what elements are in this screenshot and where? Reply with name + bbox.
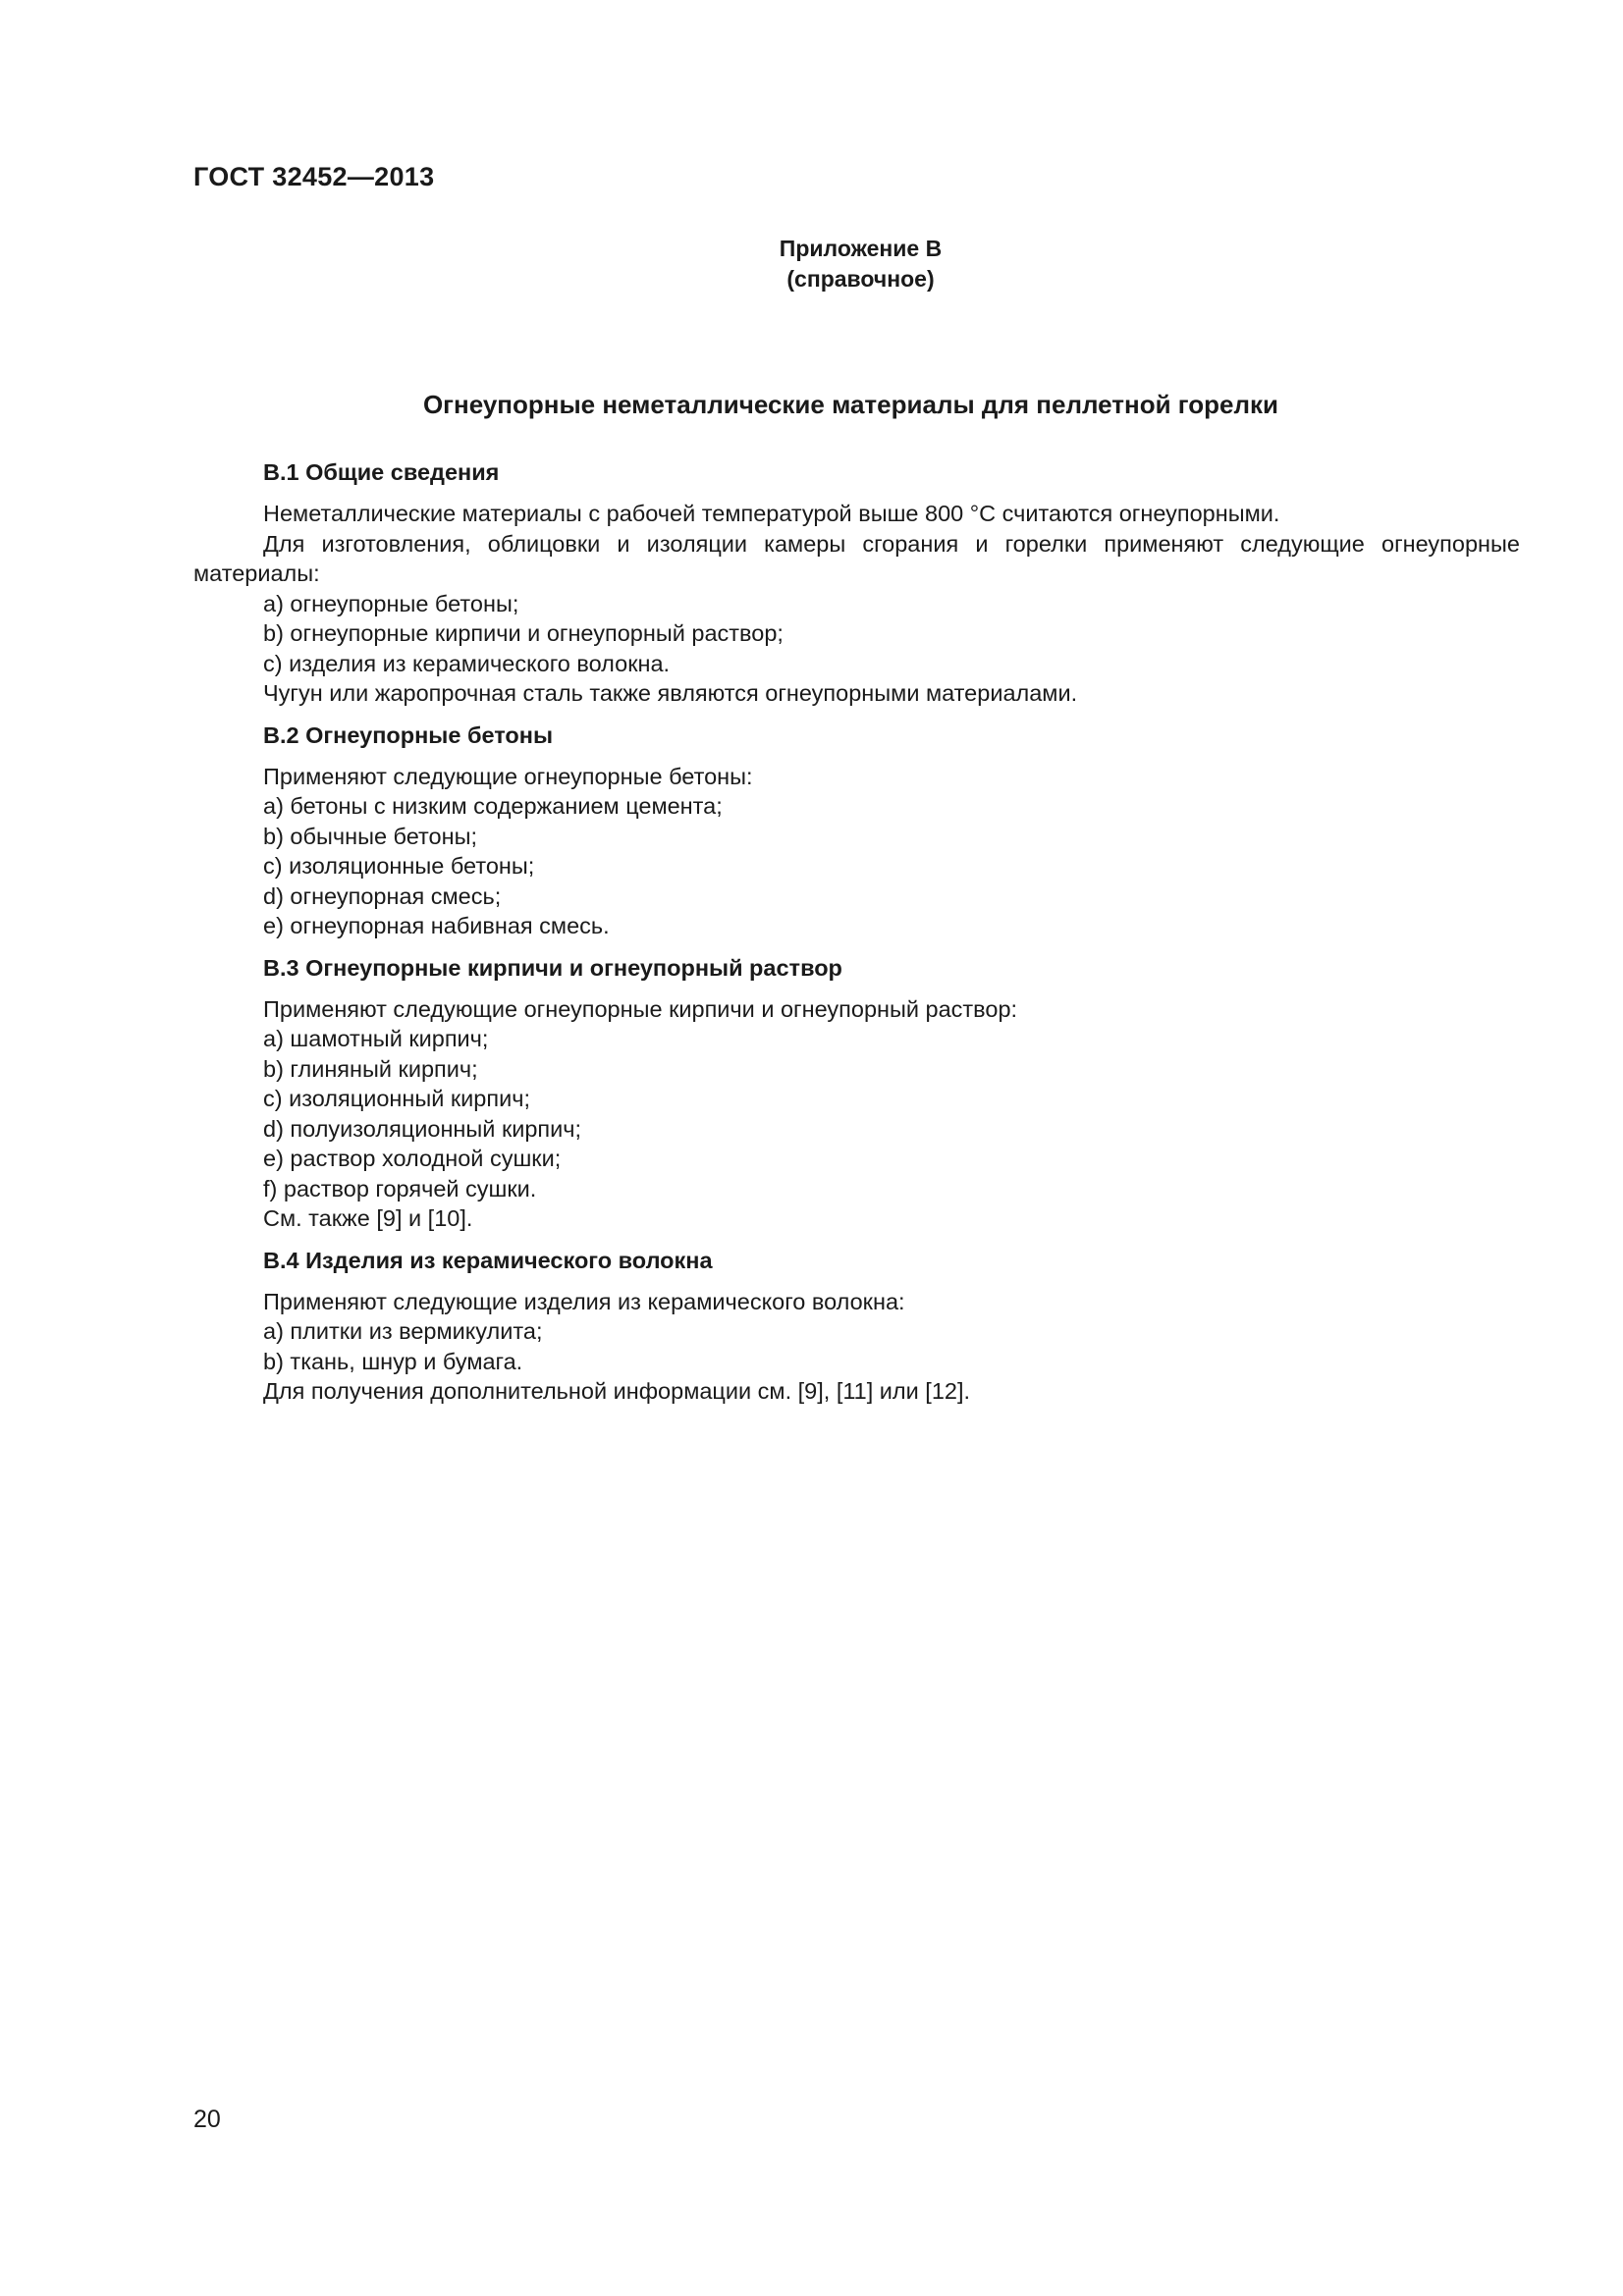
section-b2 bbox=[193, 721, 1520, 941]
list-item: b) глиняный кирпич; bbox=[263, 1055, 478, 1082]
section-heading: В.3 Огнеупорные кирпичи и огнеупорный раствор bbox=[263, 954, 842, 981]
appendix-title: Приложение В bbox=[779, 236, 943, 261]
document-body bbox=[193, 457, 1520, 1407]
list-item: c) изоляционный кирпич; bbox=[263, 1086, 530, 1111]
page-number: 20 bbox=[193, 2106, 221, 2133]
section-heading: В.1 Общие сведения bbox=[263, 459, 500, 485]
paragraph: Применяют следующие изделия из керамического волокна: bbox=[263, 1288, 905, 1314]
section-b1 bbox=[193, 457, 1520, 709]
list-item: a) огнеупорные бетоны; bbox=[263, 590, 519, 616]
list-item: b) ткань, шнур и бумага. bbox=[263, 1348, 523, 1374]
list-item: e) огнеупорная набивная смесь. bbox=[263, 913, 610, 938]
paragraph: Применяют следующие огнеупорные бетоны: bbox=[263, 763, 753, 789]
document-code: ГОСТ 32452—2013 bbox=[193, 162, 435, 191]
list-item: b) обычные бетоны; bbox=[263, 823, 478, 849]
paragraph: Чугун или жаропрочная сталь также являются огнеупорными материалами. bbox=[263, 680, 1078, 706]
list-item: d) огнеупорная смесь; bbox=[263, 882, 502, 909]
section-b4 bbox=[193, 1246, 1520, 1407]
list-item: e) раствор холодной сушки; bbox=[263, 1146, 562, 1171]
list-item: a) плитки из вермикулита; bbox=[263, 1318, 543, 1344]
section-heading: В.4 Изделия из керамического волокна bbox=[263, 1247, 713, 1273]
list-item: c) изделия из керамического волокна. bbox=[263, 650, 671, 676]
list-item: d) полуизоляционный кирпич; bbox=[263, 1115, 582, 1142]
paragraph: Для изготовления, облицовки и изоляции камеры сгорания и горелки применяют следующие огнеупорные материалы: bbox=[193, 530, 1520, 586]
list-item: c) изоляционные бетоны; bbox=[263, 853, 535, 879]
section-b3 bbox=[193, 953, 1520, 1234]
list-item: b) огнеупорные кирпичи и огнеупорный раствор; bbox=[263, 620, 784, 646]
paragraph: Применяют следующие огнеупорные кирпичи и огнеупорный раствор: bbox=[263, 995, 1018, 1022]
list-item: a) шамотный кирпич; bbox=[263, 1026, 489, 1051]
appendix-kind: (справочное) bbox=[786, 266, 935, 292]
main-title: Огнеупорные неметаллические материалы для пеллетной горелки bbox=[422, 390, 1279, 419]
paragraph: Для получения дополнительной информации см. [9], [11] или [12]. bbox=[263, 1378, 971, 1404]
list-item: a) бетоны с низким содержанием цемента; bbox=[263, 793, 723, 819]
paragraph: См. также [9] и [10]. bbox=[263, 1205, 473, 1231]
section-heading: В.2 Огнеупорные бетоны bbox=[263, 721, 554, 748]
list-item: f) раствор горячей сушки. bbox=[263, 1175, 537, 1201]
appendix-header bbox=[0, 234, 1623, 294]
paragraph: Неметаллические материалы с рабочей температурой выше 800 °С считаются огнеупорными. bbox=[263, 501, 1280, 526]
